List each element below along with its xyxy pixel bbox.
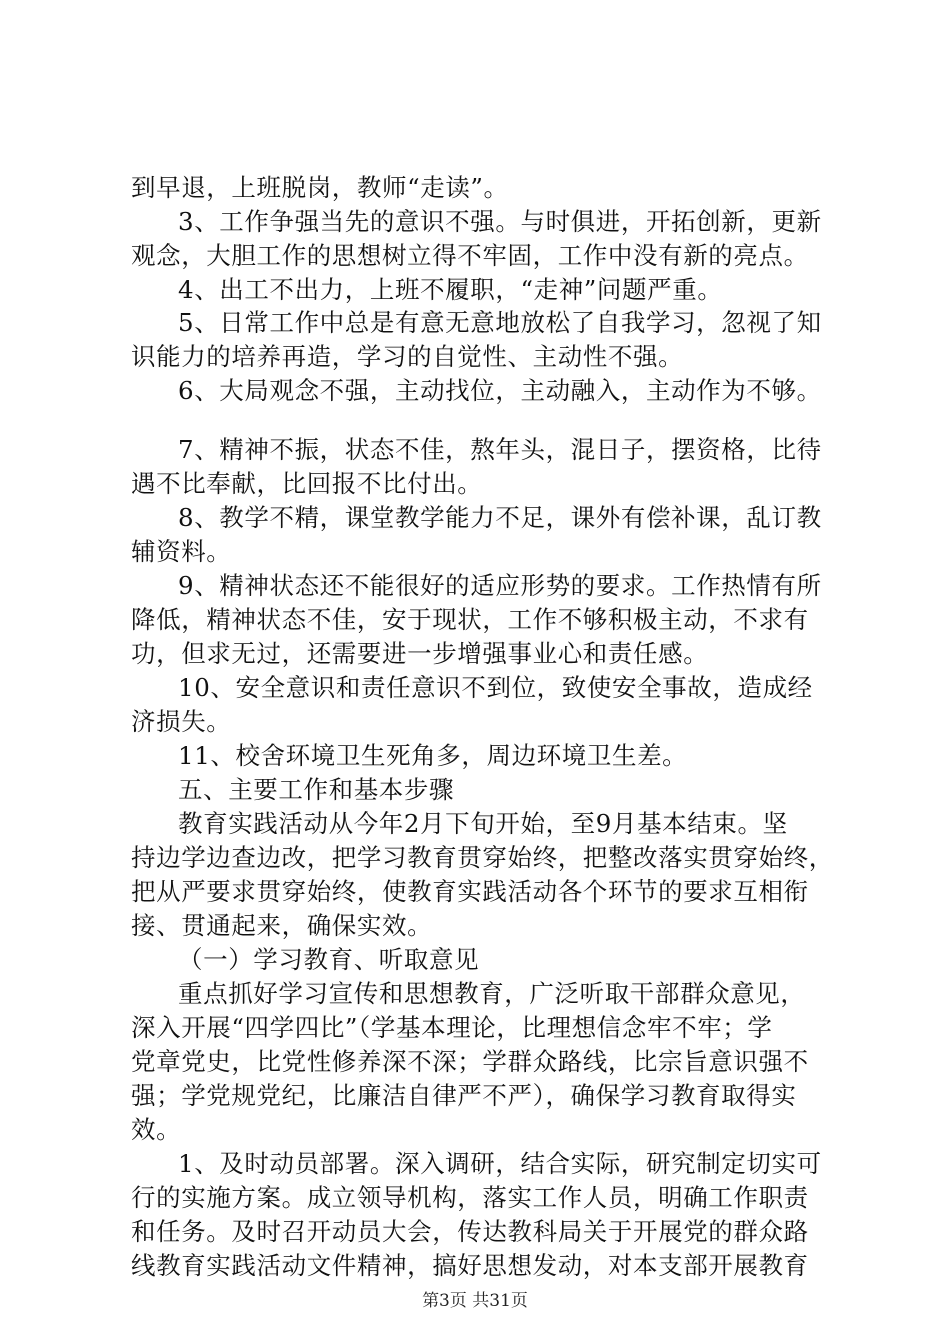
text-line: 行的实施方案。成立领导机构，落实工作人员，明确工作职责: [131, 1183, 809, 1212]
page-footer: 第3页 共31页: [422, 1291, 528, 1311]
text-line: 11、校舍环境卫生死角多，周边环境卫生差。: [178, 741, 688, 770]
text-line: 强；学党规党纪，比廉洁自律严不严），确保学习教育取得实: [131, 1081, 797, 1110]
text-line: 7、精神不振，状态不佳，熬年头，混日子，摆资格，比待: [178, 435, 822, 464]
text-line: 4、出工不出力，上班不履职，“走神”问题严重。: [178, 275, 723, 304]
text-line: 重点抓好学习宣传和思想教育，广泛听取干部群众意见，: [178, 979, 806, 1008]
text-line: 8、教学不精，课堂教学能力不足，课外有偿补课，乱订教: [178, 503, 822, 532]
text-line: 6、大局观念不强，主动找位，主动融入，主动作为不够。: [178, 376, 822, 405]
text-line: 党章党史，比党性修养深不深；学群众路线，比宗旨意识强不: [131, 1047, 809, 1076]
text-line: 观念，大胆工作的思想树立得不牢固，工作中没有新的亮点。: [131, 241, 809, 270]
text-line: 把从严要求贯穿始终，使教育实践活动各个环节的要求互相衔: [131, 877, 809, 906]
subsection-heading: （一）学习教育、听取意见: [178, 945, 480, 974]
text-line: 济损失。: [131, 707, 232, 736]
text-line: 10、安全意识和责任意识不到位，致使安全事故，造成经: [178, 673, 813, 702]
text-line: 线教育实践活动文件精神，搞好思想发动，对本支部开展教育: [131, 1251, 809, 1280]
text-line: 效。: [131, 1115, 182, 1144]
text-line: 降低，精神状态不佳，安于现状，工作不够积极主动，不求有: [131, 605, 809, 634]
text-line: 接、贯通起来，确保实效。: [131, 911, 433, 940]
section-heading: 五、主要工作和基本步骤: [178, 775, 455, 804]
text-line: 辅资料。: [131, 537, 232, 566]
text-line: 3、工作争强当先的意识不强。与时俱进，开拓创新，更新: [178, 207, 822, 236]
text-line: 持边学边查边改，把学习教育贯穿始终，把整改落实贯穿始终，: [131, 843, 834, 872]
text-line: 9、精神状态还不能很好的适应形势的要求。工作热情有所: [178, 571, 822, 600]
text-line: 1、及时动员部署。深入调研，结合实际，研究制定切实可: [178, 1149, 822, 1178]
text-line: 遇不比奉献，比回报不比付出。: [131, 469, 483, 498]
text-line: 到早退，上班脱岗，教师“走读”。: [131, 173, 509, 202]
text-line: 5、日常工作中总是有意无意地放松了自我学习，忽视了知: [178, 308, 822, 337]
text-line: 和任务。及时召开动员大会，传达教科局关于开展党的群众路: [131, 1217, 809, 1246]
text-line: 教育实践活动从今年2月下旬开始，至9月基本结束。坚: [178, 809, 788, 838]
text-line: 功，但求无过，还需要进一步增强事业心和责任感。: [131, 639, 709, 668]
text-line: 识能力的培养再造，学习的自觉性、主动性不强。: [131, 342, 684, 371]
text-line: 深入开展“四学四比”（学基本理论，比理想信念牢不牢；学: [131, 1013, 773, 1042]
